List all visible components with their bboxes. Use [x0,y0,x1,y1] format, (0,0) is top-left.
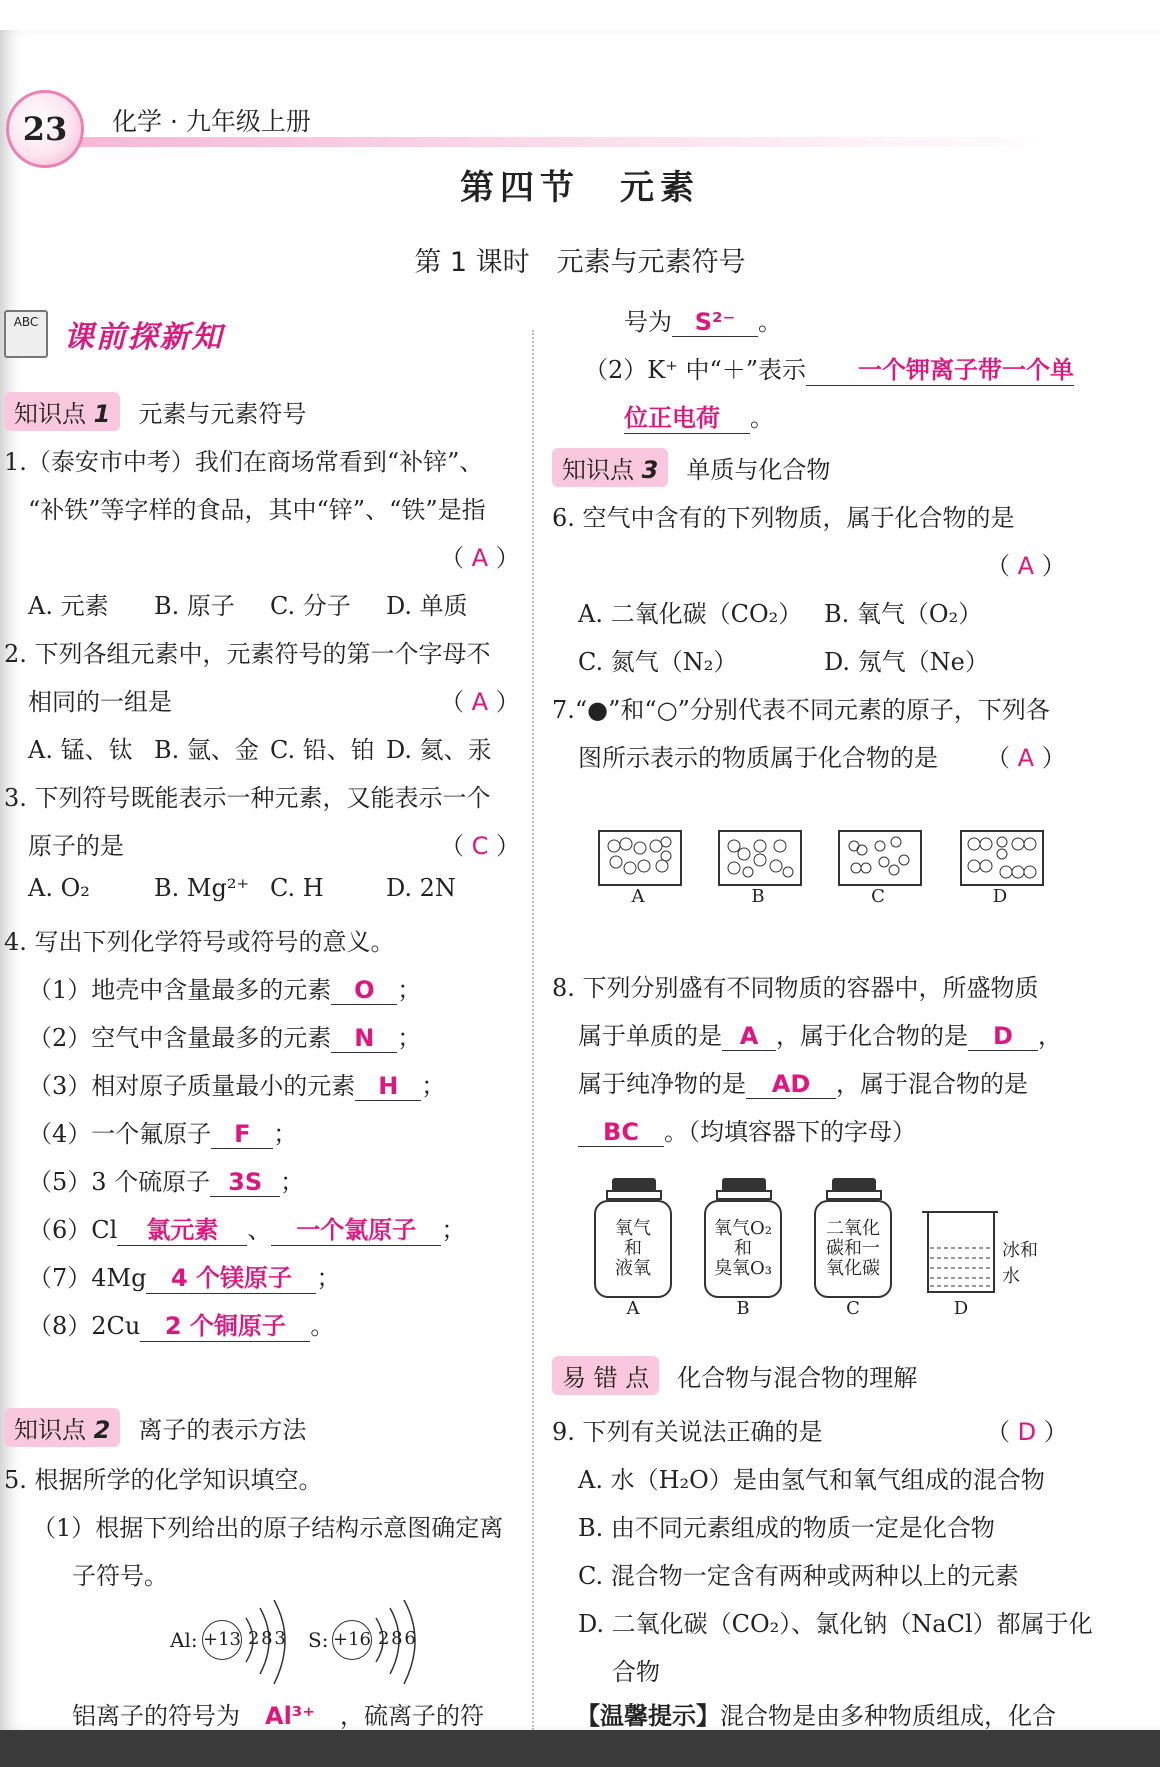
q2-answer: （ A ） [440,688,520,716]
q1-options [28,586,468,621]
knowledge-point-3 [552,448,830,487]
q3-answer: （ C ） [440,832,521,860]
molecule-box-c [838,830,922,886]
prompt: 铝离子的符号为 [72,1702,240,1730]
jar-a [594,1200,672,1298]
easy-tag: 易 错 点 [552,1356,659,1395]
q6-options-row1 [578,594,982,629]
q5-sub2 [584,350,1074,386]
left-column [0,30,530,1730]
q9-option: B. 由不同元素组成的物质一定是化合物 [578,1514,995,1542]
jar-b [704,1200,782,1298]
prompt: ，属于混合物的是 [836,1070,1028,1098]
answer-blank: N [331,1024,397,1053]
prompt: （2）K⁺ 中“＋”表示 [584,356,807,384]
q1-answer: （ A ） [440,544,520,572]
q1-line1: 1.（泰安市中考）我们在商场常看到“补锌”、 [4,448,484,476]
q9-option: C. 混合物一定含有两种或两种以上的元素 [578,1562,1019,1590]
section-banner [4,310,224,358]
item-label: （5）3 个硫原子 [28,1168,211,1196]
al-nucleus: +13 [202,1620,242,1660]
section-banner-text: 课前探新知 [63,320,224,355]
q5-sub1-line1: （1）根据下列给出的原子结构示意图确定离 [32,1514,504,1542]
option: C. 铅、铂 [270,736,375,764]
q4-item-5 [28,1162,304,1197]
option: C. 氮气（N₂） [578,648,738,676]
box-label: A [631,886,645,907]
tip [576,1696,1056,1730]
molecule-box-b [718,830,802,886]
punct: ； [421,1072,446,1100]
answer-blank: 3S [210,1168,280,1197]
jar-text: 二氧化 [826,1218,880,1239]
molecules-b [720,832,800,884]
q2-line1: 2. 下列各组元素中，元素符号的第一个字母不 [4,640,491,668]
jar-text: 氧气 [615,1218,651,1239]
answer: D [1017,1418,1037,1446]
molecule-box-d [960,830,1044,886]
item-label: （1）地壳中含量最多的元素 [28,976,332,1004]
option: B. 氧气（O₂） [824,600,983,628]
kp-num: 3 [641,456,659,484]
kp-tag: 知识点 [14,1416,86,1444]
jar-neck [716,1190,772,1200]
kp-title: 元素与元素符号 [138,400,307,428]
s-shells: 2 8 6 [378,1628,414,1649]
option: D. 氦、汞 [386,736,492,764]
answer-blank: A [722,1022,776,1051]
molecules-c [840,832,920,884]
answer-blank: Al³⁺ [240,1702,340,1730]
q7-answer: （ A ） [986,744,1066,772]
easy-mistake-banner [552,1356,917,1395]
s-nucleus: +16 [332,1620,372,1660]
answer-blank: D [968,1022,1038,1051]
answer: A [1017,744,1035,772]
q7-line1: 7.“●”和“○”分别代表不同元素的原子，下列各 [552,696,1050,724]
answer-blank: S²⁻ [672,308,758,337]
box-label: C [871,886,885,907]
q2-text: 相同的一组是 [28,688,172,716]
jar-text: 液氧 [615,1258,651,1279]
item-label: （8）2Cu [28,1312,141,1340]
kp-num: 2 [93,1416,111,1444]
answer: C [471,832,489,860]
q4-stem: 4. 写出下列化学符号或符号的意义。 [4,928,395,956]
answer-blank: 位正电荷 [624,398,750,434]
tip-text: 混合物是由多种物质组成，化合 [720,1702,1056,1730]
q3-options [28,874,456,902]
beaker-label: D [953,1298,969,1319]
jar-text: 和 [624,1238,642,1259]
q4-item-3 [28,1066,445,1101]
prompt: ，属于化合物的是 [776,1022,968,1050]
top-margin [0,0,1160,30]
answer-blank: H [355,1072,421,1101]
prompt: 属于纯净物的是 [578,1070,746,1098]
q2-options [28,730,492,765]
al-shells: 2 8 3 [248,1628,284,1649]
jar-text: 氧化碳 [826,1258,880,1279]
beaker-text: 水 [1002,1266,1020,1287]
item-label: （6）Cl [28,1216,118,1244]
answer: A [471,688,489,716]
q4-item-1 [28,970,421,1005]
q9-answer: （ D ） [986,1418,1068,1446]
right-column [540,30,1160,1730]
molecules-d [962,832,1042,884]
q4-item-7 [28,1258,340,1294]
knowledge-point-1 [4,392,306,431]
punct: ； [316,1264,341,1292]
punct: ； [397,1024,422,1052]
option: D. 2N [386,874,456,902]
q9-option-cont: 合物 [612,1658,660,1686]
molecules-a [600,832,680,884]
answer-blank: 4 个镁原子 [146,1258,316,1294]
abc-book-icon: ABC [4,310,48,358]
answer: A [1017,552,1035,580]
punct: 。 [758,308,782,336]
jar-text: 和 [734,1238,752,1259]
q4-item-2 [28,1018,421,1053]
q3-line2: 原子的是 [28,832,124,860]
book-title: 化学 · 九年级上册 [112,107,311,136]
option: A. 元素 [28,592,109,620]
atom-structure-diagram [170,1600,460,1690]
option: B. Mg²⁺ [154,874,250,902]
item-label: （7）4Mg [28,1264,147,1292]
beaker-icon [918,1208,1008,1298]
q9-option: A. 水（H₂O）是由氢气和氧气组成的混合物 [578,1466,1045,1494]
option: A. 二氧化碳（CO₂） [578,600,803,628]
option: C. 分子 [270,592,351,620]
q5-sub1-line2: 子符号。 [72,1562,168,1590]
knowledge-point-2 [4,1408,306,1447]
q9-stem: 9. 下列有关说法正确的是 [552,1418,823,1446]
answer-blank: O [331,976,397,1005]
option: B. 氩、金 [154,736,259,764]
lesson-title: 第 1 课时 元素与元素符号 [414,247,746,278]
beaker-text: 冰和 [1002,1240,1038,1261]
jar-neck [606,1190,662,1200]
q3-line1: 3. 下列符号既能表示一种元素，又能表示一个 [4,784,491,812]
jar-text: 碳和一 [826,1238,880,1259]
answer-blank: 一个氯原子 [271,1210,441,1246]
prompt: 号为 [624,308,672,336]
q8-line2 [578,1016,1062,1051]
jar-text: 臭氧O₃ [714,1258,772,1279]
easy-title: 化合物与混合物的理解 [677,1364,918,1392]
q1-line2: “补铁”等字样的食品，其中“锌”、“铁”是指 [28,496,486,524]
molecule-box-a [598,830,682,886]
bottom-bar [0,1730,1160,1767]
answer-blank: BC [578,1118,664,1147]
punct: ； [397,976,422,1004]
tip-label: 【温馨提示】 [576,1702,720,1730]
q5-s-ion [624,302,782,337]
q6-options-row2 [578,642,989,677]
s-label: S: [308,1628,329,1652]
box-label: D [992,886,1008,907]
option: D. 单质 [386,592,468,620]
prompt: 。（均填容器下的字母） [664,1118,916,1146]
item-label: （3）相对原子质量最小的元素 [28,1072,356,1100]
kp-tag: 知识点 [562,456,634,484]
punct: ； [273,1120,298,1148]
q8-line3 [578,1064,1028,1099]
option: C. H [270,874,324,902]
kp-title: 离子的表示方法 [138,1416,307,1444]
q5-stem: 5. 根据所学的化学知识填空。 [4,1466,323,1494]
box-label: B [751,886,765,907]
punct: ； [280,1168,305,1196]
answer-blank: AD [746,1070,836,1099]
separator: 、 [247,1216,272,1244]
chapter-title: 第四节 元素 [460,168,700,208]
answer-blank: F [211,1120,273,1149]
kp-num: 1 [93,400,111,428]
option: B. 原子 [154,592,235,620]
q4-item-8 [28,1306,334,1342]
q8-line1: 8. 下列分别盛有不同物质的容器中，所盛物质 [552,974,1039,1002]
q5-sub2-cont [624,398,774,434]
option: A. O₂ [28,874,90,902]
al-label: Al: [170,1628,198,1652]
answer-blank: 氯元素 [117,1210,247,1246]
q8-line4 [578,1112,916,1147]
jar-label: B [736,1298,750,1319]
kp-title: 单质与化合物 [686,456,831,484]
q2-line2 [28,682,172,717]
q4-item-4 [28,1114,297,1149]
page-number: 23 [6,90,84,168]
option: A. 锰、钛 [28,736,133,764]
q7-line2: 图所示表示的物质属于化合物的是 [578,744,938,772]
punct: 。 [750,404,774,432]
q4-item-6 [28,1210,465,1246]
option: D. 氖气（Ne） [824,648,989,676]
jar-c [814,1200,892,1298]
punct: ； [441,1216,466,1244]
punct: 。 [310,1312,335,1340]
jar-label: C [846,1298,860,1319]
item-label: （4）一个氟原子 [28,1120,212,1148]
column-divider [532,330,534,1730]
item-label: （2）空气中含量最多的元素 [28,1024,332,1052]
punct: ， [1038,1022,1062,1050]
jar-neck [826,1190,882,1200]
prompt: 属于单质的是 [578,1022,722,1050]
prompt: ，硫离子的符 [340,1702,484,1730]
answer: A [471,544,489,572]
q6-stem: 6. 空气中含有的下列物质，属于化合物的是 [552,504,1015,532]
answer-blank: 2 个铜原子 [140,1306,310,1342]
kp-tag: 知识点 [14,400,86,428]
jar-label: A [626,1298,640,1319]
q5-al-ion [72,1696,484,1730]
q9-option: D. 二氧化碳（CO₂）、氯化钠（NaCl）都属于化 [578,1610,1093,1638]
jar-text: 氧气O₂ [714,1218,772,1239]
answer-blank: 一个钾离子带一个单 [806,350,1074,386]
q6-answer: （ A ） [986,552,1066,580]
textbook-page [0,30,1160,1730]
